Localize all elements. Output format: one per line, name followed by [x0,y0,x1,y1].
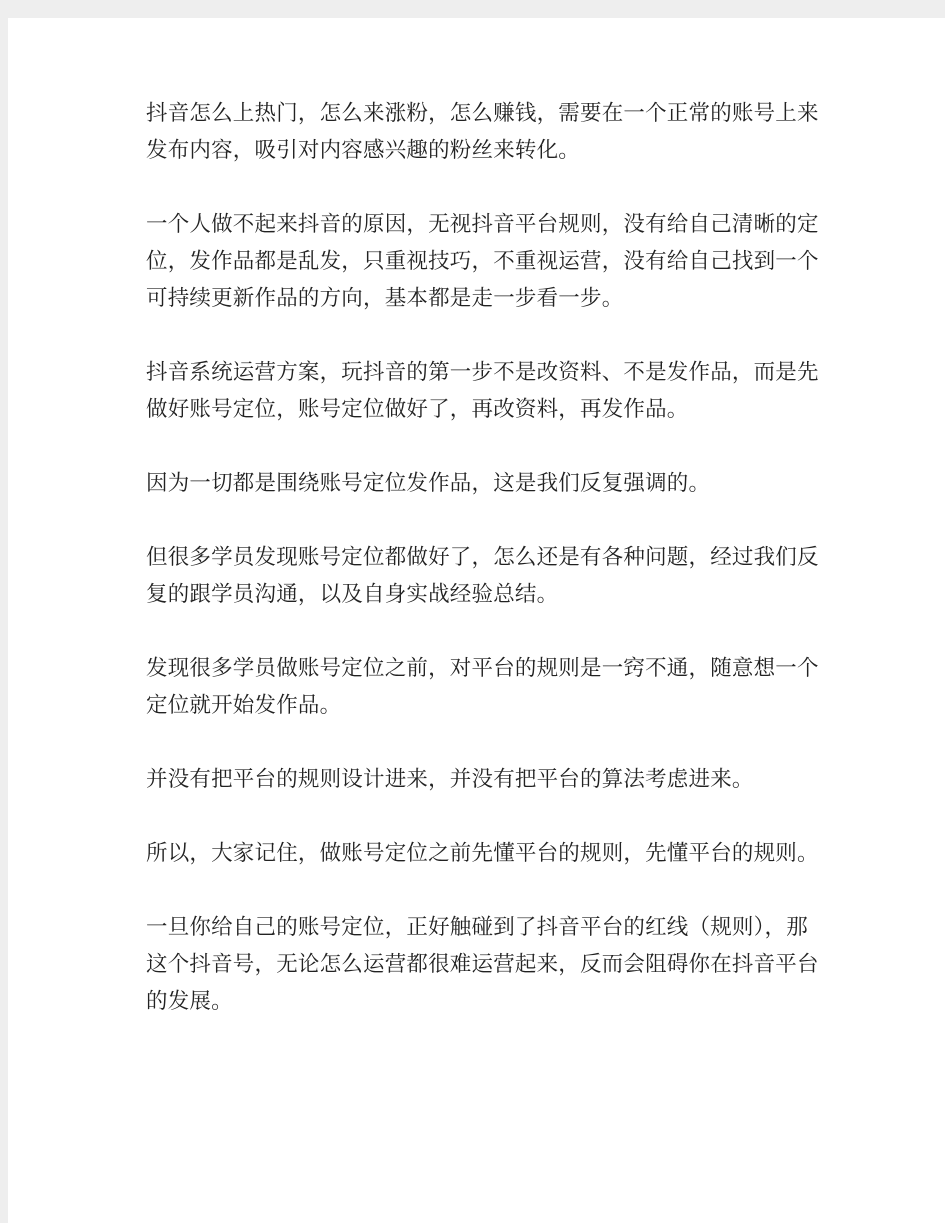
paragraph-8: 所以，大家记住，做账号定位之前先懂平台的规则，先懂平台的规则。 [146,841,819,866]
paragraph-9: 一旦你给自己的账号定位，正好触碰到了抖音平台的红线（规则），那这个抖音号，无论怎么运营都很难运营起来，反而会阻碍你在抖音平台的发展。 [146,915,819,1014]
paragraph-7: 并没有把平台的规则设计进来，并没有把平台的算法考虑进来。 [146,767,754,792]
document-body [146,95,826,1057]
paragraph-1: 抖音怎么上热门，怎么来涨粉，怎么赚钱，需要在一个正常的账号上来发布内容，吸引对内容感兴趣的粉丝来转化。 [146,101,819,163]
paragraph-5: 但很多学员发现账号定位都做好了，怎么还是有各种问题，经过我们反复的跟学员沟通，以及自身实战经验总结。 [146,545,819,607]
paragraph-6: 发现很多学员做账号定位之前，对平台的规则是一窍不通，随意想一个定位就开始发作品。 [146,656,819,718]
paragraph-3: 抖音系统运营方案，玩抖音的第一步不是改资料、不是发作品，而是先做好账号定位，账号定位做好了，再改资料，再发作品。 [146,360,819,422]
paragraph-4: 因为一切都是围绕账号定位发作品，这是我们反复强调的。 [146,471,711,496]
paragraph-2: 一个人做不起来抖音的原因，无视抖音平台规则，没有给自己清晰的定位，发作品都是乱发，只重视技巧，不重视运营，没有给自己找到一个可持续更新作品的方向，基本都是走一步看一步。 [146,212,819,311]
document-page [8,18,945,1223]
